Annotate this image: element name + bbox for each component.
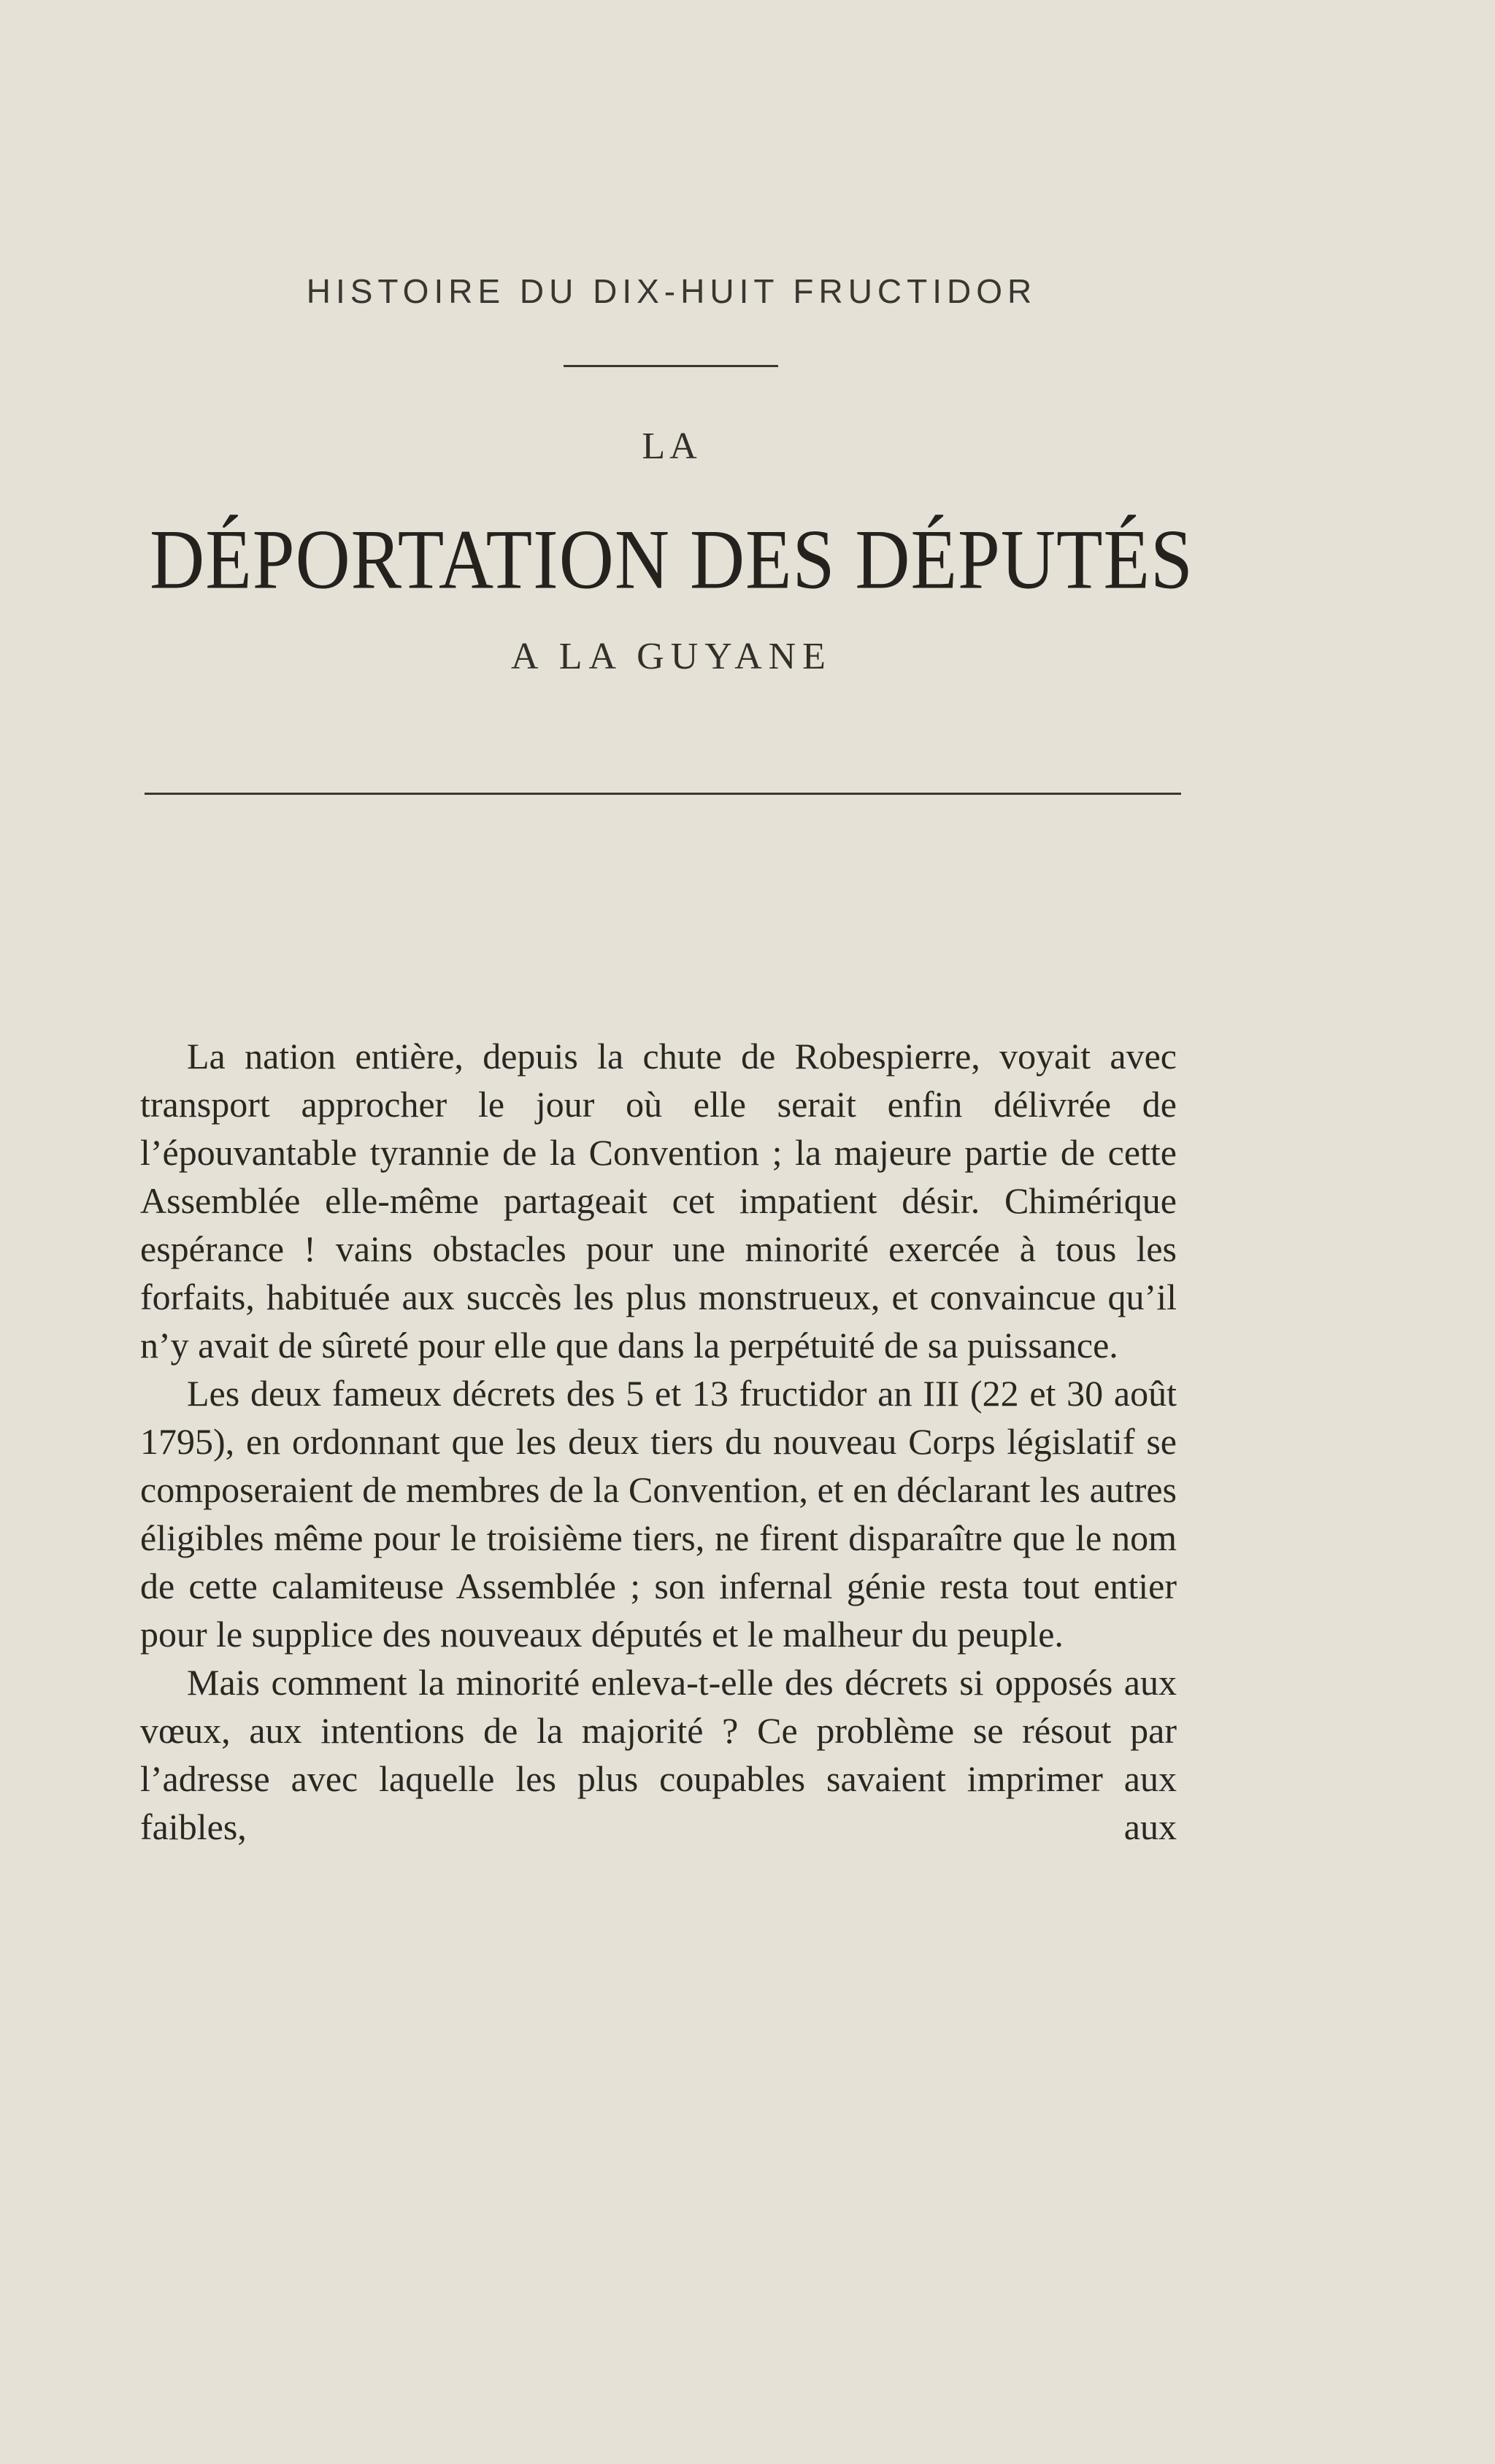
running-head: HISTOIRE DU DIX-HUIT FRUCTIDOR bbox=[306, 272, 1037, 310]
chapter-title: DÉPORTATION DES DÉPUTÉS bbox=[150, 512, 1194, 607]
paragraph-1: La nation entière, depuis la chute de Robespierre, voyait avec transport approcher le jour où elle serait enfin délivrée de l’épouvantable tyrannie de la Convention ; la majeure partie de cette Assemblée elle-même partageait cet impatient désir. Chimérique espérance ! vains obstacles pour une minorité exercée à tous les forfaits, habituée aux succès les plus monstrueux, et convaincue qu’il n’y avait de sûreté pour elle que dans la perpétuité de sa puissance. bbox=[140, 1036, 1177, 1366]
short-rule-divider bbox=[564, 365, 778, 367]
body-text bbox=[140, 1032, 1177, 1851]
paragraph-3: Mais comment la minorité enleva-t-elle des décrets si opposés aux vœux, aux intentions de la majorité ? Ce problème se résout par l’adresse avec laquelle les plus coupables savaient imprimer aux faibles, aux bbox=[140, 1662, 1177, 1847]
title-article: LA bbox=[642, 426, 702, 467]
long-rule-divider bbox=[145, 793, 1181, 795]
chapter-subtitle: A LA GUYANE bbox=[511, 636, 832, 677]
paragraph-2: Les deux fameux décrets des 5 et 13 fructidor an III (22 et 30 août 1795), en ordonnant que les deux tiers du nouveau Corps législatif se composeraient de membres de la Convention, et en déclarant les autres éligibles même pour le troisième tiers, ne firent disparaître que le nom de cette calamiteuse Assemblée ; son infernal génie resta tout entier pour le supplice des nouveaux députés et le malheur du peuple. bbox=[140, 1373, 1177, 1655]
